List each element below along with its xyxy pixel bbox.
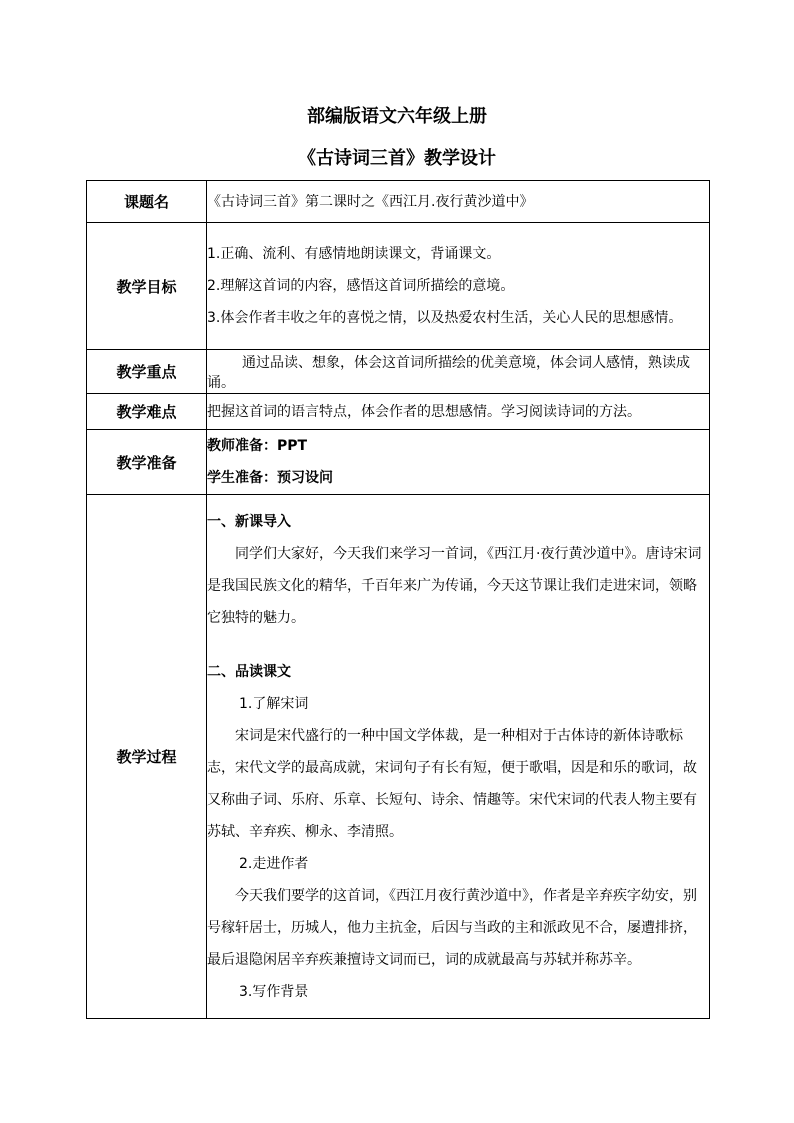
document-subtitle: 《古诗词三首》教学设计 <box>298 148 496 169</box>
goal-item: 3.体会作者丰收之年的喜悦之情，以及热爱农村生活，关心人民的思想感情。 <box>207 310 683 326</box>
subsection-title: 3.写作背景 <box>239 983 309 1000</box>
label-key-points: 教学重点 <box>87 350 207 394</box>
goal-item: 2.理解这首词的内容，感悟这首词所描绘的意境。 <box>207 278 515 294</box>
value-key-points <box>207 350 710 394</box>
value-difficulties: 把握这首词的语言特点，体会作者的思想感情。学习阅读诗词的方法。 <box>207 394 710 430</box>
document-title: 部编版语文六年级上册 <box>307 106 487 127</box>
row-key-points <box>87 350 710 394</box>
label-difficulties: 教学难点 <box>87 394 207 430</box>
row-topic <box>87 181 710 223</box>
row-preparation <box>87 430 710 495</box>
section-title: 二、品读课文 <box>207 663 291 680</box>
student-preparation: 学生准备：预习设问 <box>207 470 333 486</box>
section-paragraph: 今天我们要学的这首词，《西江月夜行黄沙道中》，作者是辛弃疾字幼安，别号稼轩居士，历城人，他力主抗金，后因与当政的主和派政见不合，屡遭排挤，最后退隐闲居辛弃疾兼擅诗文词而已，词的成就最高与苏轼并称苏辛。 <box>207 887 697 968</box>
row-process <box>87 495 710 1019</box>
section-title: 一、新课导入 <box>207 513 291 530</box>
label-topic: 课题名 <box>87 181 207 223</box>
section-paragraph: 宋词是宋代盛行的一种中国文学体裁，是一种相对于古体诗的新体诗歌标志，宋代文学的最高成就，宋词句子有长有短，便于歌唱，因是和乐的歌词，故又称曲子词、乐府、乐章、长短句、诗余、情趣等。宋代宋词的代表人物主要有苏轼、辛弃疾、柳永、李清照。 <box>207 727 697 840</box>
section-paragraph: 同学们大家好，今天我们来学习一首词，《西江月·夜行黄沙道中》。唐诗宋词是我国民族文化的精华，千百年来广为传诵，今天这节课让我们走进宋词，领略它独特的魅力。 <box>207 545 702 626</box>
label-process: 教学过程 <box>87 495 207 1019</box>
value-process <box>207 495 710 1019</box>
value-goals <box>207 223 710 350</box>
subsection-title: 2.走进作者 <box>239 855 309 872</box>
spacer <box>207 634 709 656</box>
row-difficulties <box>87 394 710 430</box>
value-preparation <box>207 430 710 495</box>
label-goals: 教学目标 <box>87 223 207 350</box>
label-preparation: 教学准备 <box>87 430 207 495</box>
subsection-title: 1.了解宋词 <box>239 695 309 712</box>
key-points-text: 通过品读、想象，体会这首词所描绘的优美意境，体会词人感情，熟读成诵。 <box>207 354 690 391</box>
goal-item: 1.正确、流利、有感情地朗读课文，背诵课文。 <box>207 246 501 262</box>
value-topic: 《古诗词三首》第二课时之《西江月.夜行黄沙道中》 <box>207 181 710 223</box>
row-goals <box>87 223 710 350</box>
teacher-preparation: 教师准备：PPT <box>207 438 308 454</box>
lesson-plan-table <box>86 180 710 1019</box>
